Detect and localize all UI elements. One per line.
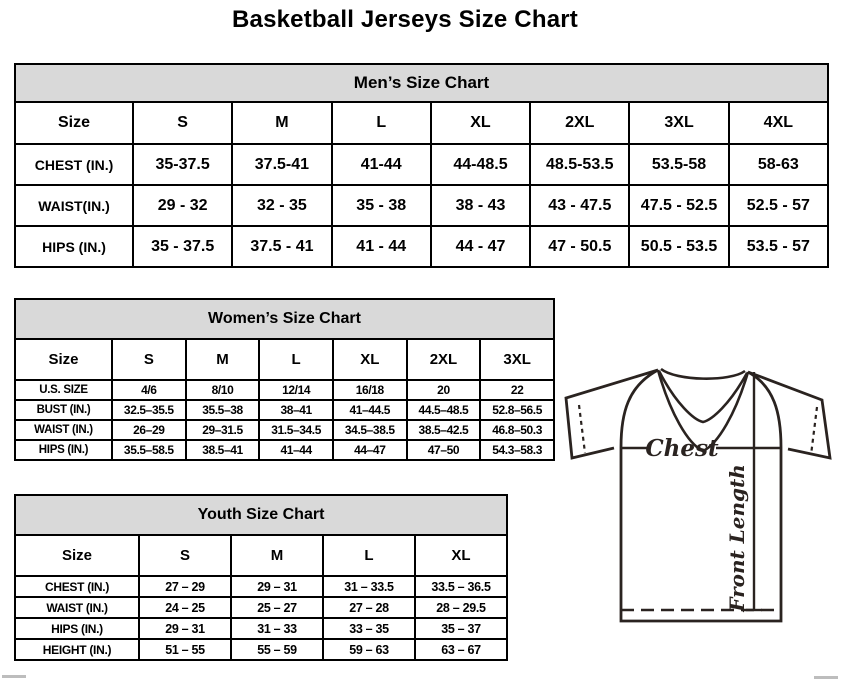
youth-column-header: Size	[15, 535, 139, 576]
right-cuff-dashed-line	[811, 407, 817, 455]
jersey-body-outline	[621, 370, 781, 621]
men-size-cell: 37.5 - 41	[232, 226, 331, 267]
women-column-header: S	[112, 339, 186, 380]
men-size-cell: 35 - 37.5	[133, 226, 232, 267]
youth-size-cell: 51 – 55	[139, 639, 231, 660]
women-size-cell: 4/6	[112, 380, 186, 400]
women-size-cell: 46.8–50.3	[480, 420, 554, 440]
women-size-cell: 54.3–58.3	[480, 440, 554, 460]
youth-row-label: CHEST (IN.)	[15, 576, 139, 597]
women-size-cell: 47–50	[407, 440, 481, 460]
men-size-cell: 44-48.5	[431, 144, 530, 185]
men-size-cell: 35 - 38	[332, 185, 431, 226]
youth-size-cell: 25 – 27	[231, 597, 323, 618]
men-size-cell: 32 - 35	[232, 185, 331, 226]
youth-size-cell: 63 – 67	[415, 639, 507, 660]
youth-row-label: WAIST (IN.)	[15, 597, 139, 618]
men-column-header: Size	[15, 102, 133, 144]
men-row-label: HIPS (IN.)	[15, 226, 133, 267]
left-cuff-dashed-line	[579, 405, 585, 453]
women-size-cell: 38.5–42.5	[407, 420, 481, 440]
youth-size-cell: 33 – 35	[323, 618, 415, 639]
women-size-cell: 32.5–35.5	[112, 400, 186, 420]
men-column-header: L	[332, 102, 431, 144]
youth-row-label: HIPS (IN.)	[15, 618, 139, 639]
women-size-cell: 35.5–38	[186, 400, 260, 420]
youth-column-header: M	[231, 535, 323, 576]
men-size-cell: 48.5-53.5	[530, 144, 629, 185]
women-column-header: M	[186, 339, 260, 380]
women-size-cell: 22	[480, 380, 554, 400]
men-size-cell: 43 - 47.5	[530, 185, 629, 226]
women-size-cell: 44–47	[333, 440, 407, 460]
youth-column-header: L	[323, 535, 415, 576]
men-row-label: WAIST(IN.)	[15, 185, 133, 226]
men-column-header: M	[232, 102, 331, 144]
women-column-header: 3XL	[480, 339, 554, 380]
scrollbar-fragment-left	[2, 675, 26, 678]
youth-size-cell: 27 – 29	[139, 576, 231, 597]
men-size-cell: 53.5 - 57	[729, 226, 828, 267]
womens-size-table	[14, 298, 555, 461]
men-size-cell: 41-44	[332, 144, 431, 185]
men-size-cell: 37.5-41	[232, 144, 331, 185]
front-length-label: Front Length	[725, 464, 749, 612]
chest-label: Chest	[645, 435, 719, 462]
men-size-cell: 35-37.5	[133, 144, 232, 185]
youth-size-cell: 31 – 33	[231, 618, 323, 639]
women-size-cell: 12/14	[259, 380, 333, 400]
women-size-cell: 41–44	[259, 440, 333, 460]
youth-size-cell: 31 – 33.5	[323, 576, 415, 597]
men-row-label: CHEST (IN.)	[15, 144, 133, 185]
women-size-cell: 26–29	[112, 420, 186, 440]
womens-size-chart-section	[14, 298, 555, 461]
women-row-label: HIPS (IN.)	[15, 440, 112, 460]
jersey-collar-back	[661, 369, 745, 379]
women-size-cell: 38.5–41	[186, 440, 260, 460]
women-row-label: BUST (IN.)	[15, 400, 112, 420]
women-row-label: WAIST (IN.)	[15, 420, 112, 440]
women-size-cell: 31.5–34.5	[259, 420, 333, 440]
youth-size-chart-section	[14, 494, 508, 661]
men-size-cell: 50.5 - 53.5	[629, 226, 728, 267]
youth-column-header: XL	[415, 535, 507, 576]
men-size-cell: 47 - 50.5	[530, 226, 629, 267]
women-column-header: XL	[333, 339, 407, 380]
youth-size-cell: 35 – 37	[415, 618, 507, 639]
women-size-cell: 16/18	[333, 380, 407, 400]
men-size-cell: 53.5-58	[629, 144, 728, 185]
women-size-cell: 29–31.5	[186, 420, 260, 440]
youth-size-cell: 27 – 28	[323, 597, 415, 618]
men-size-cell: 41 - 44	[332, 226, 431, 267]
youth-size-cell: 29 – 31	[139, 618, 231, 639]
women-row-label: U.S. SIZE	[15, 380, 112, 400]
men-size-cell: 58-63	[729, 144, 828, 185]
youth-row-label: HEIGHT (IN.)	[15, 639, 139, 660]
women-size-cell: 35.5–58.5	[112, 440, 186, 460]
jersey-measurement-diagram	[558, 358, 840, 630]
men-size-cell: 52.5 - 57	[729, 185, 828, 226]
men-column-header: 3XL	[629, 102, 728, 144]
youth-size-cell: 59 – 63	[323, 639, 415, 660]
men-column-header: S	[133, 102, 232, 144]
women-column-header: Size	[15, 339, 112, 380]
women-size-cell: 20	[407, 380, 481, 400]
youth-size-cell: 55 – 59	[231, 639, 323, 660]
men-size-cell: 38 - 43	[431, 185, 530, 226]
women-size-cell: 52.8–56.5	[480, 400, 554, 420]
women-column-header: 2XL	[407, 339, 481, 380]
men-column-header: 2XL	[530, 102, 629, 144]
women-size-cell: 41–44.5	[333, 400, 407, 420]
women-size-cell: 44.5–48.5	[407, 400, 481, 420]
youth-size-cell: 24 – 25	[139, 597, 231, 618]
men-column-header: 4XL	[729, 102, 828, 144]
jersey-right-sleeve	[748, 372, 830, 458]
women-chart-title: Women’s Size Chart	[15, 299, 554, 339]
youth-size-cell: 29 – 31	[231, 576, 323, 597]
youth-size-cell: 28 – 29.5	[415, 597, 507, 618]
men-column-header: XL	[431, 102, 530, 144]
mens-size-chart-section	[14, 63, 829, 268]
women-size-cell: 38–41	[259, 400, 333, 420]
men-size-cell: 44 - 47	[431, 226, 530, 267]
women-size-cell: 8/10	[186, 380, 260, 400]
women-column-header: L	[259, 339, 333, 380]
men-size-cell: 29 - 32	[133, 185, 232, 226]
women-size-cell: 34.5–38.5	[333, 420, 407, 440]
page-title: Basketball Jerseys Size Chart	[232, 6, 578, 33]
youth-size-table	[14, 494, 508, 661]
men-size-cell: 47.5 - 52.5	[629, 185, 728, 226]
youth-column-header: S	[139, 535, 231, 576]
men-chart-title: Men’s Size Chart	[15, 64, 828, 102]
youth-size-cell: 33.5 – 36.5	[415, 576, 507, 597]
mens-size-table	[14, 63, 829, 268]
youth-chart-title: Youth Size Chart	[15, 495, 507, 535]
